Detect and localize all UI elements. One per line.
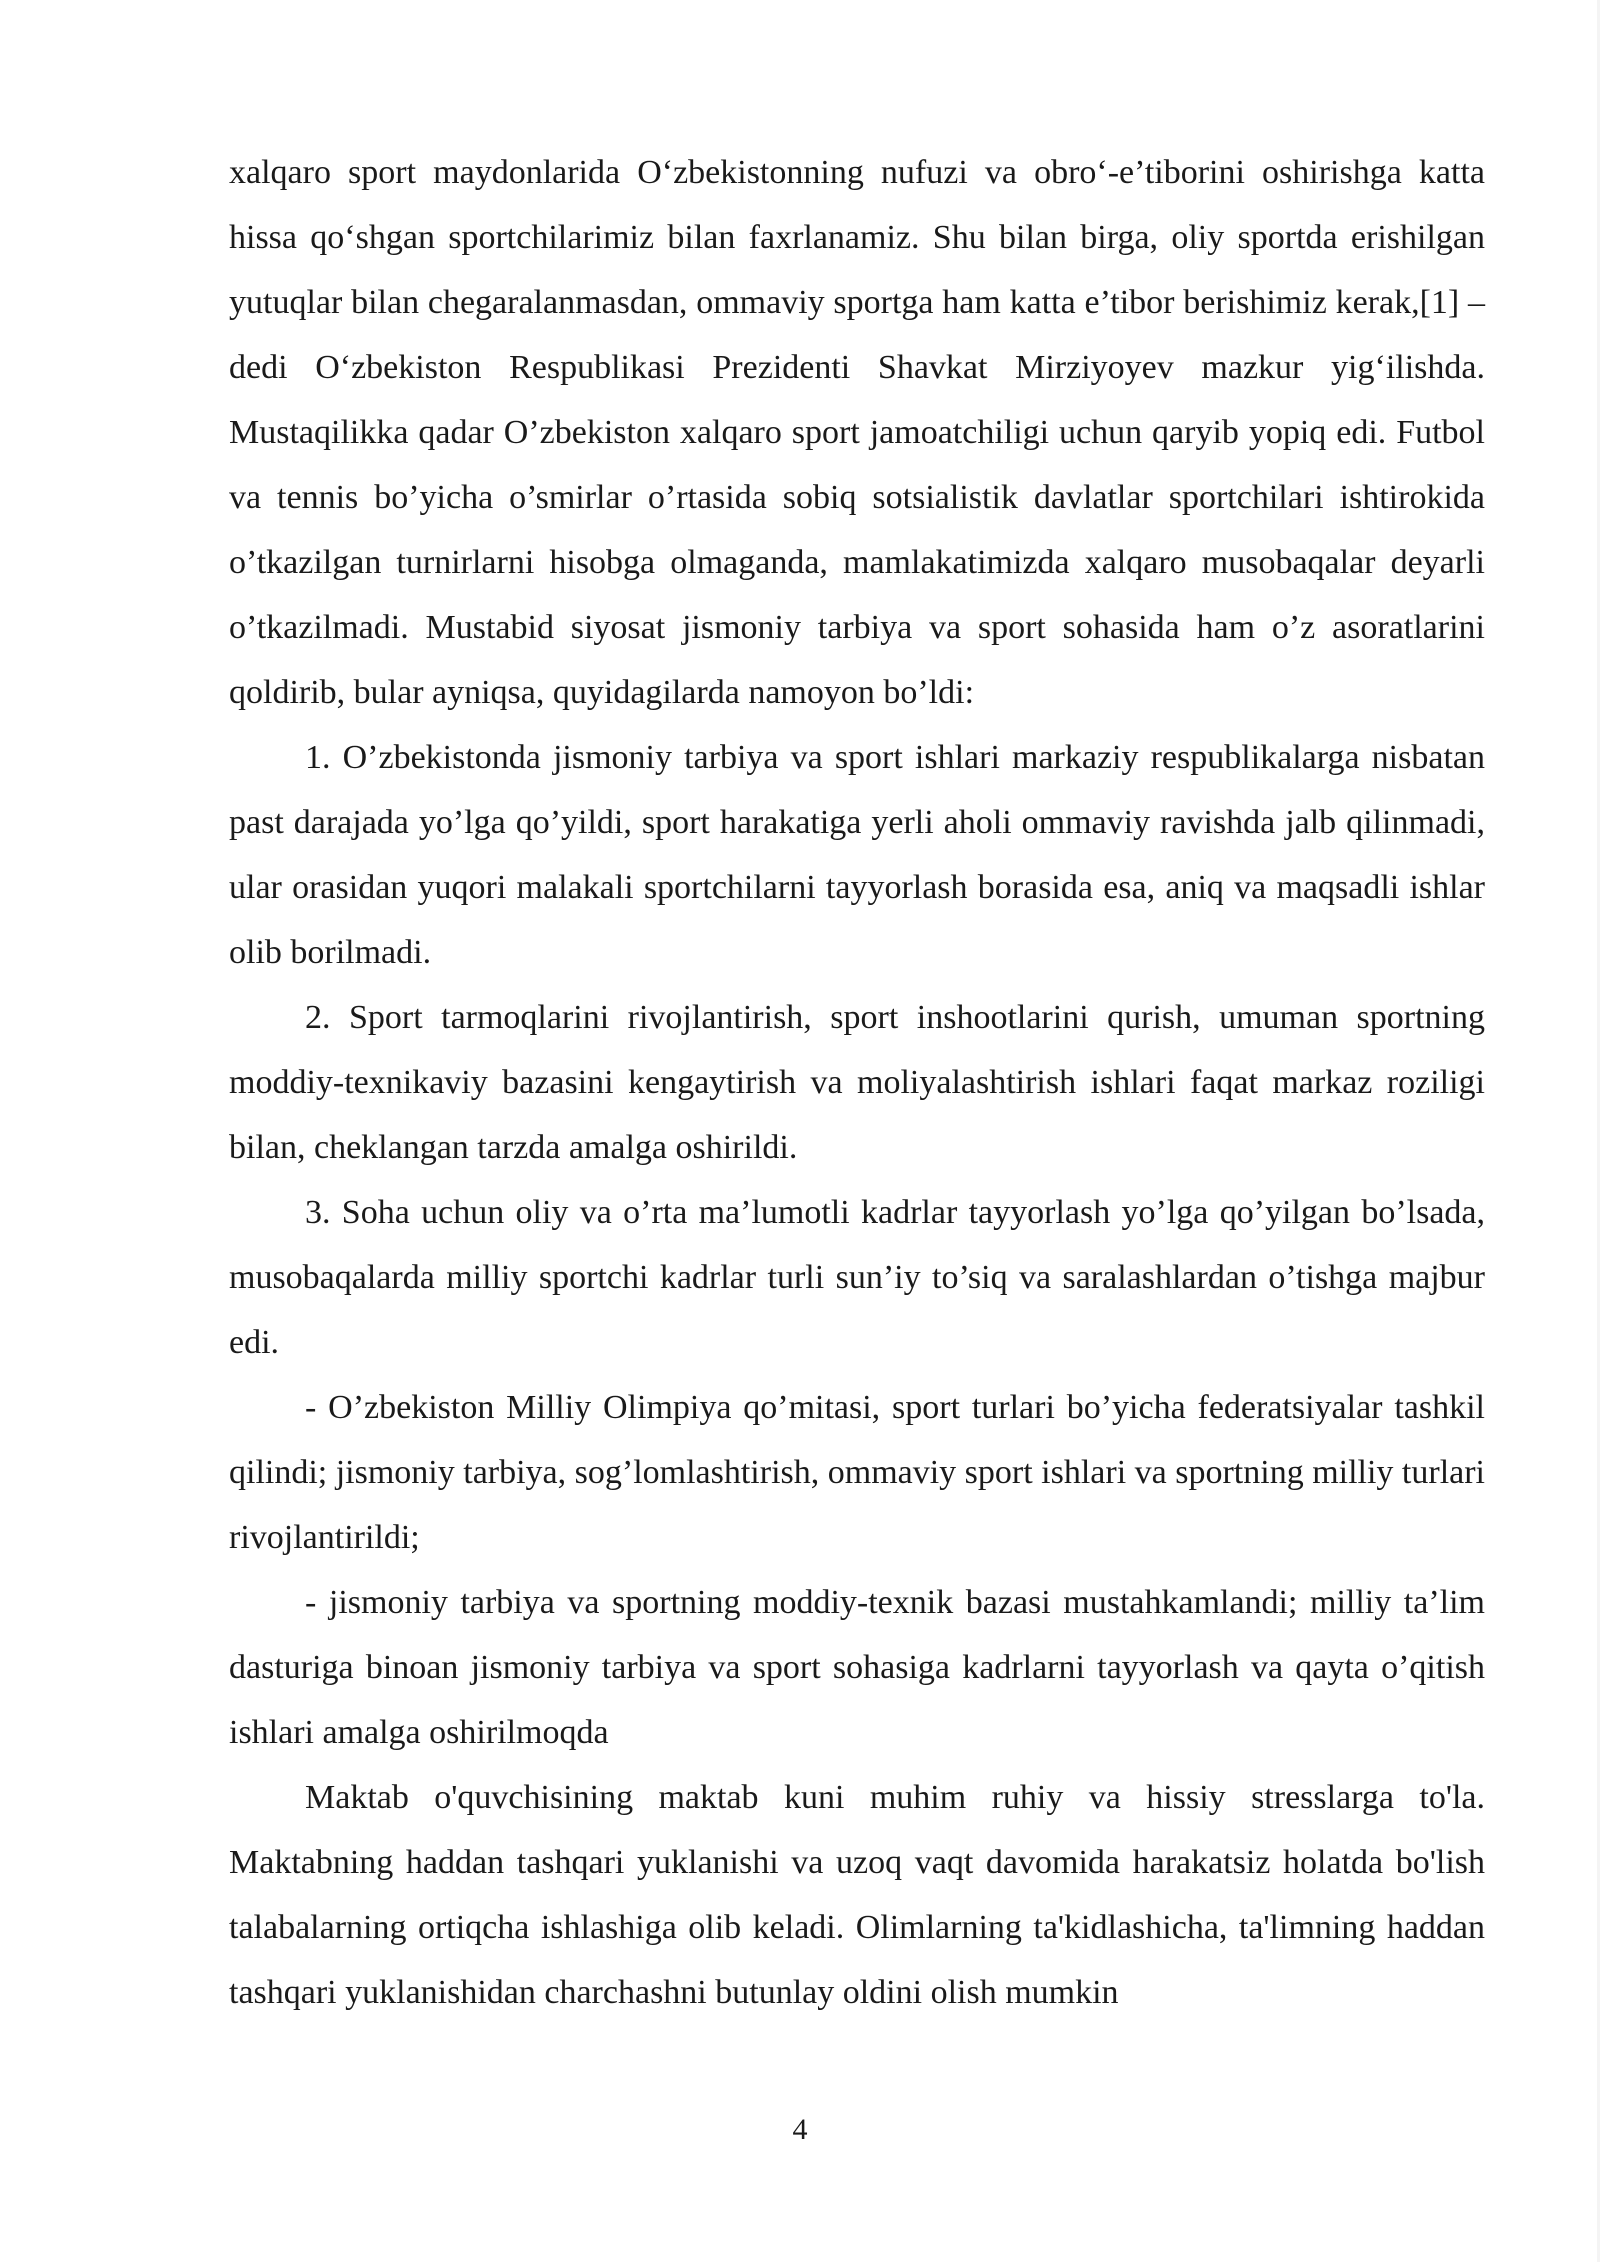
paragraph-item-1: 1. O’zbekistonda jismoniy tarbiya va sport ishlari markaziy respublikalarga nisbatan past darajada yo’lga qo’yildi, sport harakatiga yerli aholi ommaviy ravishda jalb qilinmadi, ular orasidan yuqori malakali sportchilarni tayyorlash borasida esa, aniq va maqsadli ishlar olib borilmadi. [229,739,1485,971]
paragraph-bullet-olympic: - O’zbekiston Milliy Olimpiya qo’mitasi, sport turlari bo’yicha federatsiyalar tashkil qilindi; jismoniy tarbiya, sog’lomlashtirish, ommaviy sport ishlari va sportning milliy turlari rivojlantirildi; [229,1389,1486,1556]
paragraph-item-3: 3. Soha uchun oliy va o’rta ma’lumotli kadrlar tayyorlash yo’lga qo’yilgan bo’lsada, musobaqalarda milliy sportchi kadrlar turli sun’iy to’siq va saralashlardan o’tishga majbur edi. [229,1194,1485,1361]
page-number: 4 [792,2113,808,2146]
paragraph-continuation: xalqaro sport maydonlarida O‘zbekistonning nufuzi va obro‘-e’tiborini oshirishga katta hissa qo‘shgan sportchilarimiz bilan faxrlanamiz. Shu bilan birga, oliy sportda erishilgan yutuqlar bilan chegaralanmasdan, ommaviy sportga ham katta e’tibor berishimiz kerak,[1] – dedi O‘zbekiston Respublikasi Prezidenti Shavkat Mirziyoyev mazkur yig‘ilishda. Mustaqilikka qadar O’zbekiston xalqaro sport jamoatchiligi uchun qaryib yopiq edi. Futbol va tennis bo’yicha o’smirlar o’rtasida sobiq sotsialistik davlatlar sportchilari ishtirokida o’tkazilgan turnirlarni hisobga olmaganda, mamlakatimizda xalqaro musobaqalar deyarli o’tkazilmadi. Mustabid siyosat jismoniy tarbiya va sport sohasida ham o’z asoratlarini qoldirib, bular ayniqsa, quyidagilarda namoyon bo’ldi: [229,154,1485,711]
paragraph-item-2: 2. Sport tarmoqlarini rivojlantirish, sport inshootlarini qurish, umuman sportning moddiy-texnikaviy bazasini kengaytirish va moliyalashtirish ishlari faqat markaz roziligi bilan, cheklangan tarzda amalga oshirildi. [229,999,1485,1166]
paragraph-bullet-base: - jismoniy tarbiya va sportning moddiy-texnik bazasi mustahkamlandi; milliy ta’lim dasturiga binoan jismoniy tarbiya va sport sohasiga kadrlarni tayyorlash va qayta o’qitish ishlari amalga oshirilmoqda [229,1584,1485,1751]
paragraph-school-stress: Maktab o'quvchisining maktab kuni muhim ruhiy va hissiy stresslarga to'la. Maktabning haddan tashqari yuklanishi va uzoq vaqt davomida harakatsiz holatda bo'lish talabalarning ortiqcha ishlashiga olib keladi. Olimlarning ta'kidlashicha, ta'limning haddan tashqari yuklanishidan charchashni butunlay oldini olish mumkin [229,1779,1485,2011]
document-page [229,140,1485,2025]
